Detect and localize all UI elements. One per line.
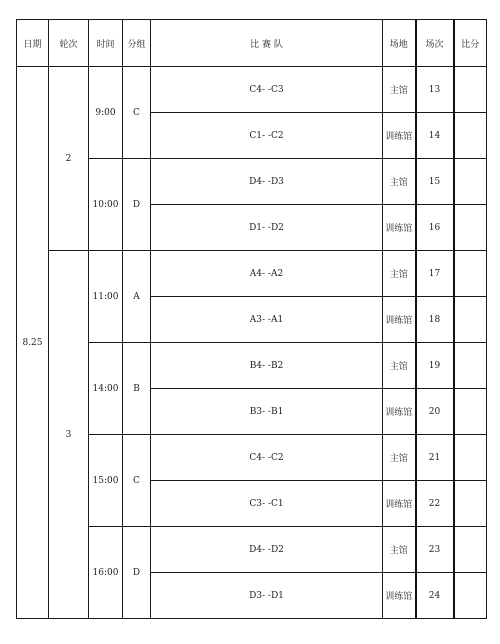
venue-cell: 主馆 [383,251,416,297]
match-no-cell: 22 [416,481,454,527]
venue-cell: 主馆 [383,159,416,205]
venue-cell: 训练馆 [383,481,416,527]
venue-cell: 主馆 [383,435,416,481]
round-cell: 3 [49,251,89,619]
round-cell: 2 [49,67,89,251]
match-no-cell: 23 [416,527,454,573]
match-no-cell: 21 [416,435,454,481]
group-cell: D [123,159,151,251]
score-cell[interactable] [454,113,487,159]
header-match-no: 场次 [416,20,454,67]
header-round: 轮次 [49,20,89,67]
header-teams: 比 赛 队 [151,20,383,67]
time-cell: 14:00 [89,343,123,435]
teams-cell: A4- -A2 [151,251,383,297]
group-cell: C [123,67,151,159]
score-cell[interactable] [454,481,487,527]
group-cell: D [123,527,151,619]
header-group: 分组 [123,20,151,67]
score-cell[interactable] [454,343,487,389]
venue-cell: 主馆 [383,527,416,573]
header-row [17,20,487,67]
match-no-cell: 15 [416,159,454,205]
header-date: 日期 [17,20,49,67]
venue-cell: 主馆 [383,67,416,113]
venue-cell: 训练馆 [383,573,416,619]
score-cell[interactable] [454,573,487,619]
score-cell[interactable] [454,389,487,435]
venue-cell: 训练馆 [383,205,416,251]
time-cell: 11:00 [89,251,123,343]
time-cell: 15:00 [89,435,123,527]
header-time: 时间 [89,20,123,67]
match-schedule-table [16,19,487,619]
score-cell[interactable] [454,205,487,251]
match-no-cell: 17 [416,251,454,297]
match-no-cell: 16 [416,205,454,251]
score-cell[interactable] [454,435,487,481]
teams-cell: C1- -C2 [151,113,383,159]
table-row [17,67,487,113]
match-no-cell: 20 [416,389,454,435]
teams-cell: D4- -D2 [151,527,383,573]
venue-cell: 训练馆 [383,113,416,159]
teams-cell: A3- -A1 [151,297,383,343]
score-cell[interactable] [454,527,487,573]
teams-cell: B3- -B1 [151,389,383,435]
match-no-cell: 24 [416,573,454,619]
teams-cell: C4- -C2 [151,435,383,481]
venue-cell: 训练馆 [383,389,416,435]
group-cell: C [123,435,151,527]
teams-cell: D4- -D3 [151,159,383,205]
match-no-cell: 13 [416,67,454,113]
match-no-cell: 18 [416,297,454,343]
match-no-cell: 19 [416,343,454,389]
score-cell[interactable] [454,159,487,205]
score-cell[interactable] [454,67,487,113]
group-cell: B [123,343,151,435]
teams-cell: C3- -C1 [151,481,383,527]
teams-cell: B4- -B2 [151,343,383,389]
teams-cell: D3- -D1 [151,573,383,619]
score-cell[interactable] [454,297,487,343]
table-row [17,251,487,297]
venue-cell: 训练馆 [383,297,416,343]
time-cell: 10:00 [89,159,123,251]
group-cell: A [123,251,151,343]
header-venue: 场地 [383,20,416,67]
time-cell: 16:00 [89,527,123,619]
teams-cell: D1- -D2 [151,205,383,251]
venue-cell: 主馆 [383,343,416,389]
header-score: 比分 [454,20,487,67]
score-cell[interactable] [454,251,487,297]
match-no-cell: 14 [416,113,454,159]
date-cell: 8.25 [17,67,49,619]
teams-cell: C4- -C3 [151,67,383,113]
time-cell: 9:00 [89,67,123,159]
